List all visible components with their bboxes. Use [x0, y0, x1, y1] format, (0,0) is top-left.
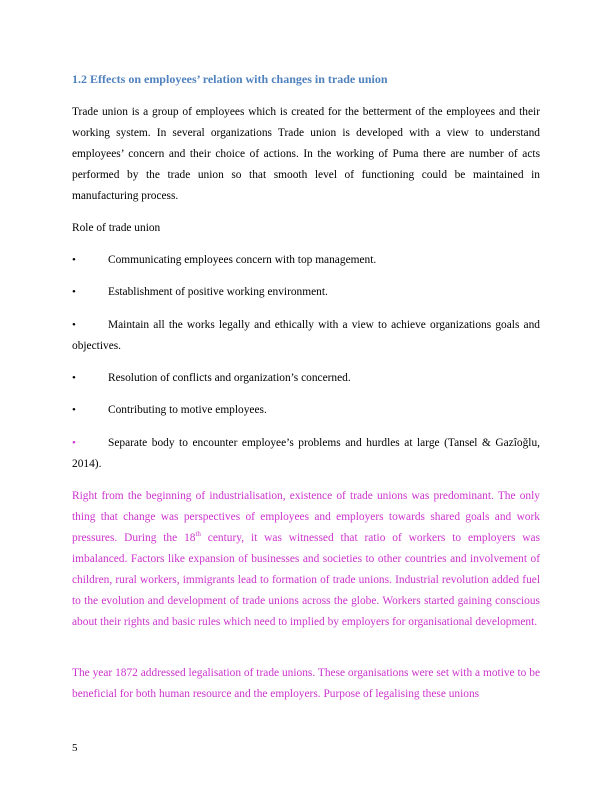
bullet-icon: •: [72, 319, 76, 331]
bullet-item: [72, 282, 540, 303]
legalisation-paragraph: The year 1872 addressed legalisation of trade unions. These organisations were set with a motive to be beneficial for both human resource and the employers. Purpose of legalising these unions: [72, 667, 540, 700]
bullet-icon: •: [72, 437, 76, 449]
history-paragraph: [72, 486, 540, 633]
history-text-part2: century, it was witnessed that ratio of workers to employers was imbalanced. Factors like expansion of businesses and societies to other countries and involvement of children, rural workers, immigrants lead to formation of trade unions. Industrial revolution added fuel to the evolution and development of trade unions across the globe. Workers started gaining conscious about their rights and basic rules which need to implied by employers for organisational development.: [72, 532, 540, 628]
bullet-text: Separate body to encounter employee’s problems and hurdles at large (Tansel & Gazîoğlu, 2014).: [72, 437, 540, 470]
bullet-item: [72, 250, 540, 271]
role-label: Role of trade union: [72, 222, 161, 234]
bullet-icon: •: [72, 404, 76, 416]
bullet-text: Communicating employees concern with top management.: [108, 254, 377, 266]
bullet-item: [72, 433, 540, 475]
bullet-text: Resolution of conflicts and organization’s concerned.: [108, 372, 351, 384]
bullet-text: Maintain all the works legally and ethically with a view to achieve organizations goals and objectives.: [72, 319, 540, 352]
bullet-icon: •: [72, 286, 76, 298]
bullet-item: [72, 368, 540, 389]
intro-paragraph: Trade union is a group of employees which is created for the betterment of the employees and their working system. In several organizations Trade union is developed with a view to understand employees’ concern and their choice of actions. In the working of Puma there are number of acts performed by the trade union so that smooth level of functioning could be maintained in manufacturing process.: [72, 106, 540, 202]
bullet-icon: •: [72, 254, 76, 266]
page-number: 5: [72, 742, 78, 754]
bullet-item: [72, 315, 540, 357]
bullet-text: Establishment of positive working environment.: [108, 286, 328, 298]
bullet-text: Contributing to motive employees.: [108, 404, 267, 416]
bullet-item: [72, 400, 540, 421]
bullet-icon: •: [72, 372, 76, 384]
section-heading: 1.2 Effects on employees’ relation with changes in trade union: [72, 72, 388, 86]
history-superscript: th: [195, 530, 201, 539]
history-text-part1: Right from the beginning of industrialisation, existence of trade unions was predominant. The only thing that change was perspectives of employees and employers towards shared goals and work pressures. During the 18: [72, 490, 540, 544]
